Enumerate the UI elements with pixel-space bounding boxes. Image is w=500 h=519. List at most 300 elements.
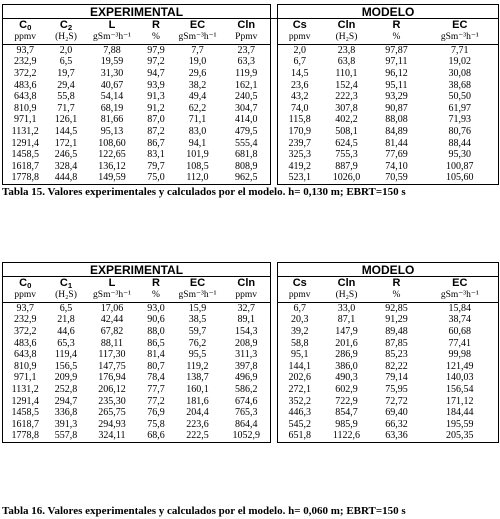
table-cell: 402,2 (335, 114, 358, 126)
table-cell: 89,1 (223, 315, 271, 327)
table-cell: 643,8 (3, 349, 48, 361)
unit-model-cln: (H₂S) (322, 290, 372, 303)
table-cell: 252,8 (54, 384, 78, 395)
table-cell: 94,7 (147, 68, 165, 79)
table-cell: 7,71 (422, 45, 499, 57)
table-cell: 887,9 (335, 160, 358, 172)
table-cell: 60,68 (422, 326, 499, 338)
table-cell: 324,11 (85, 431, 140, 443)
unit-model-r: % (372, 32, 422, 45)
table-cell: 222,3 (335, 91, 358, 103)
table-cell: 72,72 (385, 395, 408, 407)
table-cell: 14,5 (278, 68, 322, 80)
table-cell: 864,4 (223, 419, 271, 431)
table-cell: 144,5 (54, 126, 78, 137)
table-cell: 54,14 (100, 91, 124, 103)
table-cell: 1618,7 (3, 161, 48, 173)
table-cell: 43,2 (278, 91, 322, 103)
table-cell: 176,94 (98, 372, 126, 384)
table-cell: 545,2 (278, 419, 322, 431)
unit-r: % (140, 290, 173, 303)
table-row (3, 384, 499, 396)
table-cell: 962,5 (223, 173, 271, 185)
table-row (3, 138, 499, 150)
table-cell: 171,12 (422, 396, 499, 408)
table-cell: 80,76 (422, 126, 499, 138)
table-cell: 6,5 (59, 302, 73, 314)
table-cell: 70,59 (372, 173, 422, 185)
group-header-experimental: EXPERIMENTAL (3, 263, 271, 277)
table-cell: 58,8 (278, 338, 322, 350)
table-cell: 624,5 (335, 137, 358, 149)
table-cell: 208,9 (223, 338, 271, 350)
table-cell: 235,30 (98, 395, 126, 407)
table-cell: 286,9 (335, 349, 358, 361)
unit-ec: gSm⁻³h⁻¹ (173, 32, 223, 45)
table-cell: 557,8 (48, 431, 85, 443)
table-cell: 152,4 (335, 79, 358, 91)
table-cell: 239,7 (278, 138, 322, 150)
table-cell: 93,0 (147, 302, 165, 314)
table-cell: 985,9 (335, 418, 358, 430)
table-cell: 75,95 (385, 384, 408, 395)
col-header-model-r: R (372, 277, 422, 291)
group-header-experimental: EXPERIMENTAL (3, 5, 271, 19)
table-cell: 7,7 (191, 44, 204, 56)
col-header-r: R (140, 277, 173, 291)
table-cell: 336,8 (54, 407, 78, 419)
col-header-model-cln: Cln (322, 19, 372, 33)
table-cell: 90,87 (385, 102, 408, 114)
table-cell: 19,0 (188, 56, 207, 68)
table-cell: 71,93 (422, 115, 499, 127)
unit-header-row (3, 290, 499, 303)
table-cell: 206,12 (98, 384, 126, 395)
table-cell: 1458,5 (3, 407, 48, 419)
table-cell: 201,6 (335, 337, 358, 349)
table-cell: 311,3 (223, 349, 271, 361)
table-cell: 77,41 (422, 338, 499, 350)
col-header-cln: Cln (223, 277, 271, 291)
table-cell: 63,36 (372, 431, 422, 443)
table-cell: 23,8 (337, 44, 356, 56)
col-header-c0: $C_0$ (3, 277, 48, 291)
table-cell: 39,2 (278, 326, 322, 338)
table-cell: 722,9 (335, 395, 358, 407)
table-cell: 204,4 (186, 407, 209, 419)
table-cell: 483,6 (3, 80, 48, 92)
col-header-cs: Cs (278, 277, 322, 291)
table-cell: 119,9 (223, 68, 271, 80)
table-row (3, 396, 499, 408)
table-cell: 112,0 (173, 173, 223, 185)
table-cell: 126,1 (54, 114, 78, 126)
symbol-header-row (3, 19, 499, 33)
unit-cs: ppmv (278, 290, 322, 303)
table-cell: 328,4 (54, 160, 78, 172)
table-cell: 67,82 (100, 326, 124, 337)
table-cell: 419,2 (278, 161, 322, 173)
table-16-grid (2, 262, 499, 443)
table-cell: 195,59 (422, 419, 499, 431)
table-cell: 92,85 (385, 302, 408, 314)
table-cell: 971,1 (3, 115, 48, 127)
table-cell: 15,84 (422, 303, 499, 315)
table-cell: 50,50 (422, 91, 499, 103)
table-row (3, 431, 499, 443)
table-cell: 95,1 (278, 349, 322, 361)
col-header-c1: $C_1$ (48, 277, 85, 291)
table-cell: 88,08 (385, 114, 408, 126)
table-cell: 170,9 (278, 126, 322, 138)
table-row (3, 326, 499, 338)
table-cell: 65,3 (57, 337, 75, 349)
table-cell: 95,13 (100, 126, 124, 137)
table-cell: 83,1 (147, 149, 165, 161)
table-cell: 80,7 (147, 360, 165, 372)
table-cell: 294,93 (98, 418, 126, 430)
unit-model-r: % (372, 290, 422, 303)
table-cell: 77,7 (147, 384, 165, 395)
table-cell: 414,0 (223, 115, 271, 127)
unit-model-cln: (H₂S) (322, 32, 372, 45)
table-cell: 110,1 (335, 68, 358, 79)
table-cell: 44,6 (57, 326, 75, 337)
table-cell: 508,1 (335, 126, 358, 137)
table-cell: 140,03 (422, 373, 499, 385)
table-row (3, 68, 499, 80)
table-row (3, 373, 499, 385)
table-row (3, 149, 499, 161)
table-cell: 97,9 (147, 44, 165, 56)
unit-ec: gSm⁻³h⁻¹ (173, 290, 223, 303)
table-cell: 479,5 (223, 126, 271, 138)
table-cell: 74,10 (385, 160, 408, 172)
table-cell: 20,3 (278, 315, 322, 327)
table-cell: 31,30 (100, 68, 124, 79)
table-16 (2, 262, 498, 443)
table-cell: 87,1 (337, 314, 356, 326)
table-cell: 79,14 (385, 372, 408, 384)
table-cell: 119,4 (54, 349, 78, 361)
table-cell: 88,44 (422, 138, 499, 150)
table-cell: 95,11 (385, 79, 408, 91)
table-cell: 523,1 (278, 173, 322, 185)
table-cell: 1052,9 (223, 431, 271, 443)
table-cell: 88,0 (147, 326, 165, 337)
table-cell: 78,4 (147, 372, 165, 384)
table-row (3, 103, 499, 115)
table-cell: 121,49 (422, 361, 499, 373)
table-15-body (3, 45, 499, 185)
table-cell: 76,2 (188, 337, 207, 349)
table-cell: 95,5 (188, 349, 207, 361)
table-cell: 91,3 (147, 91, 165, 103)
table-cell: 304,7 (223, 103, 271, 115)
unit-l: gSm⁻³h⁻¹ (85, 32, 140, 45)
table-cell: 97,2 (147, 56, 165, 68)
table-cell: 602,9 (335, 384, 358, 395)
table-cell: 90,6 (147, 314, 165, 326)
group-header-modelo: MODELO (278, 5, 499, 19)
table-cell: 854,7 (335, 407, 358, 419)
table-row (3, 338, 499, 350)
table-row (3, 315, 499, 327)
table-cell: 1291,4 (3, 138, 48, 150)
table-cell: 96,12 (385, 68, 408, 79)
col-header-cln: Cln (223, 19, 271, 33)
table-cell: 755,3 (335, 149, 358, 161)
table-cell: 808,9 (223, 161, 271, 173)
table-15 (2, 4, 498, 185)
table-cell: 66,32 (385, 418, 408, 430)
table-cell: 19,02 (422, 57, 499, 69)
table-cell: 38,74 (422, 315, 499, 327)
table-cell: 1618,7 (3, 419, 48, 431)
table-cell: 272,1 (278, 384, 322, 396)
symbol-header-row (3, 277, 499, 291)
table-cell: 136,12 (98, 160, 126, 172)
table-cell: 79,7 (147, 160, 165, 172)
table-cell: 147,75 (98, 360, 126, 372)
table-cell: 1122,6 (322, 431, 372, 443)
table-cell: 372,2 (3, 68, 48, 80)
table-cell: 86,5 (147, 337, 165, 349)
table-cell: 105,60 (422, 173, 499, 185)
table-cell: 89,48 (385, 326, 408, 337)
table-cell: 202,6 (278, 373, 322, 385)
table-cell: 88,11 (100, 337, 124, 349)
table-cell: 1458,5 (3, 149, 48, 161)
table-row (3, 407, 499, 419)
table-cell: 63,3 (223, 57, 271, 69)
table-cell: 23,6 (278, 80, 322, 92)
unit-c0: ppmv (3, 32, 48, 45)
table-cell: 490,3 (335, 372, 358, 384)
table-cell: 172,1 (54, 137, 78, 149)
table-cell: 154,3 (223, 326, 271, 338)
table-cell: 99,98 (422, 349, 499, 361)
unit-c1: (H₂S) (48, 290, 85, 303)
table-cell: 115,8 (278, 115, 322, 127)
table-cell: 93,9 (147, 79, 165, 91)
table-cell: 2,0 (59, 44, 73, 56)
table-cell: 555,4 (223, 138, 271, 150)
table-cell: 1026,0 (322, 173, 372, 185)
table-row (3, 173, 499, 185)
table-row (3, 349, 499, 361)
table-cell: 156,5 (54, 360, 78, 372)
col-header-model-r: R (372, 19, 422, 33)
table-cell: 83,0 (188, 126, 207, 137)
table-cell: 30,08 (422, 68, 499, 80)
table-cell: 765,3 (223, 407, 271, 419)
table-15-caption: Tabla 15. Valores experimentales y calculados por el modelo. h= 0,130 m; EBRT=150 s (2, 186, 406, 198)
table-row (3, 126, 499, 138)
col-header-model-ec: EC (422, 277, 499, 291)
table-cell: 307,8 (335, 102, 358, 114)
table-cell: 81,44 (385, 137, 408, 149)
col-header-ec: EC (173, 277, 223, 291)
table-cell: 444,8 (48, 173, 85, 185)
table-cell: 82,22 (385, 360, 408, 372)
table-cell: 240,5 (223, 91, 271, 103)
table-cell: 156,54 (422, 384, 499, 396)
table-cell: 101,9 (186, 149, 209, 161)
unit-model-ec: gSm⁻³h⁻¹ (422, 32, 499, 45)
table-cell: 55,8 (57, 91, 75, 103)
table-cell: 325,3 (278, 149, 322, 161)
table-cell: 674,6 (223, 396, 271, 408)
table-cell: 91,29 (385, 314, 408, 326)
table-cell: 21,8 (57, 314, 75, 326)
table-cell: 68,6 (140, 431, 173, 443)
col-header-model-cln: Cln (322, 277, 372, 291)
table-cell: 19,7 (57, 68, 75, 79)
table-cell: 483,6 (3, 338, 48, 350)
table-cell: 71,7 (57, 102, 75, 114)
table-cell: 446,3 (278, 407, 322, 419)
table-row (3, 419, 499, 431)
table-cell: 94,1 (188, 137, 207, 149)
table-cell: 246,5 (54, 149, 78, 161)
table-cell: 77,2 (147, 395, 165, 407)
table-cell: 93,29 (385, 91, 408, 103)
unit-c2: (H₂S) (48, 32, 85, 45)
table-cell: 372,2 (3, 326, 48, 338)
table-cell: 40,67 (100, 79, 124, 91)
table-cell: 87,0 (147, 114, 165, 126)
table-cell: 108,60 (98, 137, 126, 149)
table-cell: 117,30 (98, 349, 126, 361)
table-cell: 97,87 (385, 44, 408, 56)
table-cell: 74,0 (278, 103, 322, 115)
unit-model-ec: gSm⁻³h⁻¹ (422, 290, 499, 303)
unit-c0: ppmv (3, 290, 48, 303)
table-cell: 68,19 (100, 102, 124, 114)
group-header-modelo: MODELO (278, 263, 499, 277)
table-cell: 71,1 (188, 114, 207, 126)
table-cell: 87,85 (385, 337, 408, 349)
table-cell: 160,1 (186, 384, 209, 395)
table-cell: 181,6 (186, 395, 209, 407)
col-header-cs: Cs (278, 19, 322, 33)
table-cell: 93,7 (3, 45, 48, 57)
table-cell: 69,40 (385, 407, 408, 419)
table-cell: 386,0 (335, 360, 358, 372)
table-cell: 6,5 (59, 56, 73, 68)
table-row (3, 45, 499, 57)
table-cell: 93,7 (3, 303, 48, 315)
table-cell: 265,75 (98, 407, 126, 419)
table-cell: 62,2 (188, 102, 207, 114)
unit-cln: Ppmv (223, 32, 271, 45)
table-cell: 184,44 (422, 407, 499, 419)
table-cell: 38,5 (188, 314, 207, 326)
table-cell: 75,8 (147, 418, 165, 430)
table-cell: 651,8 (278, 431, 322, 443)
table-cell: 149,59 (85, 173, 140, 185)
table-cell: 23,7 (223, 45, 271, 57)
table-cell: 38,68 (422, 80, 499, 92)
col-header-r: R (140, 19, 173, 33)
unit-header-row (3, 32, 499, 45)
table-cell: 205,35 (422, 431, 499, 443)
table-cell: 147,9 (335, 326, 358, 337)
table-15-grid (2, 4, 499, 185)
table-cell: 232,9 (3, 315, 48, 327)
table-cell: 19,59 (100, 56, 124, 68)
unit-r: % (140, 32, 173, 45)
table-cell: 1291,4 (3, 396, 48, 408)
table-cell: 1131,2 (3, 126, 48, 138)
table-cell: 223,6 (186, 418, 209, 430)
table-cell: 7,88 (103, 44, 121, 56)
table-cell: 15,9 (188, 302, 207, 314)
table-cell: 63,8 (337, 56, 356, 68)
table-cell: 59,7 (188, 326, 207, 337)
table-cell: 32,7 (223, 303, 271, 315)
table-cell: 61,97 (422, 103, 499, 115)
table-row (3, 80, 499, 92)
table-cell: 87,2 (147, 126, 165, 137)
table-cell: 810,9 (3, 361, 48, 373)
table-16-caption: Tabla 16. Valores experimentales y calculados por el modelo. h= 0,060 m; EBRT=150 s (2, 505, 406, 517)
table-cell: 42,44 (100, 314, 124, 326)
table-cell: 49,4 (188, 91, 207, 103)
table-cell: 1778,8 (3, 431, 48, 443)
table-cell: 397,8 (223, 361, 271, 373)
table-cell: 91,2 (147, 102, 165, 114)
table-cell: 75,0 (140, 173, 173, 185)
table-cell: 162,1 (223, 80, 271, 92)
table-row (3, 115, 499, 127)
table-row (3, 57, 499, 69)
table-cell: 97,11 (385, 56, 408, 68)
table-cell: 681,8 (223, 149, 271, 161)
col-header-ec: EC (173, 19, 223, 33)
table-row (3, 303, 499, 315)
table-cell: 1778,8 (3, 173, 48, 185)
table-cell: 643,8 (3, 91, 48, 103)
table-row (3, 91, 499, 103)
table-cell: 6,7 (278, 303, 322, 315)
table-cell: 209,9 (54, 372, 78, 384)
col-header-c2: $C_2$ (48, 19, 85, 33)
col-header-c0: $C_0$ (3, 19, 48, 33)
table-cell: 81,66 (100, 114, 124, 126)
table-cell: 971,1 (3, 373, 48, 385)
table-cell: 108,5 (186, 160, 209, 172)
table-cell: 76,9 (147, 407, 165, 419)
table-cell: 391,3 (54, 418, 78, 430)
unit-l: gSm⁻³h⁻¹ (85, 290, 140, 303)
table-16-body (3, 303, 499, 443)
table-cell: 144,1 (278, 361, 322, 373)
table-cell: 496,9 (223, 373, 271, 385)
table-cell: 122,65 (98, 149, 126, 161)
table-cell: 38,2 (188, 79, 207, 91)
table-cell: 95,30 (422, 149, 499, 161)
table-cell: 81,4 (147, 349, 165, 361)
col-header-l: L (85, 277, 140, 291)
table-cell: 222,5 (173, 431, 223, 443)
table-cell: 232,9 (3, 57, 48, 69)
table-cell: 810,9 (3, 103, 48, 115)
table-cell: 352,2 (278, 396, 322, 408)
table-cell: 85,23 (385, 349, 408, 361)
table-cell: 17,06 (100, 302, 124, 314)
